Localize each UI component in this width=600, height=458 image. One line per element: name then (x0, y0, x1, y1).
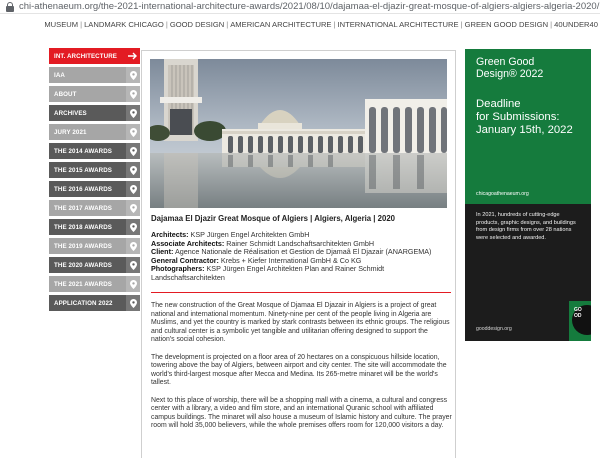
sidebar-item-about[interactable] (49, 86, 140, 102)
map-pin-icon (126, 143, 140, 159)
credit-architects: Architects: KSP Jürgen Engel Architekten GmbH (151, 230, 310, 239)
map-pin-icon (126, 105, 140, 121)
sidebar-item-2019-awards[interactable] (49, 238, 140, 254)
map-pin-icon (126, 162, 140, 178)
paragraph: The development is projected on a floor area of 20 hectares on a conspicuous hillside location, towering above the bay of Algiers, between airport and city center. The site will accommodate the world's third-largest mosque after Mecca and Medina. Its 265-metre minaret will be the world's tallest. (151, 353, 447, 387)
sidebar-item-2020-awards[interactable] (49, 257, 140, 273)
sidebar-item-2016-awards[interactable] (49, 181, 140, 197)
sidebar-item-label: THE 2016 AWARDS (54, 185, 113, 193)
logo-text: GO OD (574, 307, 582, 319)
article-body (151, 302, 453, 440)
sidebar-item-iaa[interactable] (49, 67, 140, 83)
sidebar-item-application-2022[interactable] (49, 295, 140, 311)
map-pin-icon (126, 295, 140, 311)
nav-40under40[interactable]: 40UNDER40 (554, 20, 598, 29)
sidebar-item-label: THE 2019 AWARDS (54, 242, 113, 250)
nav-museum[interactable]: MUSEUM (44, 20, 79, 29)
sidebar-item-2017-awards[interactable] (49, 200, 140, 216)
paragraph: The new construction of the Great Mosque of Djamaa El Djazair in Algiers is a project of great national and international momentum. Ninety-nine per cent of the people living in Algeria are Muslims, and yet the country is marked by stark contrasts between its ethnic groups. The religious and cultural center is a symbolic yet tangible and utilitarian offering designed to support the nation's social cohesion. (151, 302, 450, 344)
sidebar-item-2018-awards[interactable] (49, 219, 140, 235)
sidebar-item-label: IAA (54, 71, 65, 79)
map-pin-icon (126, 238, 140, 254)
nav-landmark-chicago[interactable]: LANDMARK CHICAGO (84, 20, 164, 29)
sidebar-item-label: THE 2017 AWARDS (54, 204, 113, 212)
sidebar-item-jury-2021[interactable] (49, 124, 140, 140)
map-pin-icon (126, 257, 140, 273)
address-bar[interactable] (0, 0, 600, 14)
good-design-logo (569, 301, 591, 341)
sidebar-item-label: THE 2015 AWARDS (54, 166, 113, 174)
lock-icon[interactable] (4, 1, 16, 13)
divider (151, 292, 451, 293)
nav-american-architecture[interactable]: AMERICAN ARCHITECTURE (230, 20, 332, 29)
map-pin-icon (126, 200, 140, 216)
sidebar-item-label: INT. ARCHITECTURE (54, 52, 117, 60)
credit-general-contractor: General Contractor: Krebs + Kiefer International GmbH & Co KG (151, 255, 362, 265)
green-good-design-ad[interactable] (465, 49, 591, 341)
sidebar-item-2015-awards[interactable] (49, 162, 140, 178)
sidebar-item-label: ARCHIVES (54, 109, 87, 117)
top-nav: MUSEUM | LANDMARK CHICAGO | GOOD DESIGN | AMERICAN ARCHITECTURE | INTERNATIONAL ARCHITECTURE | GREEN GOOD DESIGN | 40UNDER40 (44, 20, 598, 29)
credit-client: Client: Agence Nationale de Réalisation et Gestion de Djamaâ El Djazair (ANARGEMA) (151, 247, 432, 257)
sidebar-item-label: THE 2021 AWARDS (54, 280, 113, 288)
sidebar-item-label: THE 2018 AWARDS (54, 223, 113, 231)
map-pin-icon (126, 181, 140, 197)
sidebar-item-label: ABOUT (54, 90, 77, 98)
nav-green-good-design[interactable]: GREEN GOOD DESIGN (464, 20, 549, 29)
nav-good-design[interactable]: GOOD DESIGN (169, 20, 225, 29)
ad-body-text: In 2021, hundreds of cutting-edge products, graphic designs, and buildings from design firms from over 28 nations were selected and awarded. (476, 212, 576, 241)
sidebar-item-label: THE 2020 AWARDS (54, 261, 113, 269)
map-pin-icon (126, 67, 140, 83)
credits (151, 231, 451, 283)
sidebar-item-int-architecture[interactable] (49, 48, 140, 64)
paragraph: Next to this place of worship, there will be a shopping mall with a cinema, a cultural and congress center with a library, a video and film store, and an international Quranic school with affiliated campus buildings. The minaret will also house a museum of Islamic history and culture. The prayer room will hold 35,000 believers, while the whole premises offers room for 120,000 visitors a day. (151, 396, 452, 430)
map-pin-icon (126, 86, 140, 102)
url-text[interactable]: chi-athenaeum.org/the-2021-international-architecture-awards/2021/08/10/dajamaa-el-djazir-great-mosque-of-algiers-algiers-algeria-2020/ (19, 1, 600, 12)
article-title: Dajamaa El Djazir Great Mosque of Algiers | Algiers, Algeria | 2020 (151, 214, 395, 223)
article (141, 50, 456, 458)
ad-deadline: Deadline for Submissions: January 15th, 2022 (476, 98, 573, 136)
sidebar-item-archives[interactable] (49, 105, 140, 121)
nav-international-architecture[interactable]: INTERNATIONAL ARCHITECTURE (337, 20, 459, 29)
sidebar-item-label: APPLICATION 2022 (54, 299, 113, 307)
map-pin-icon (126, 124, 140, 140)
ad-url-chicagoathenaeum[interactable]: chicagoathenaeum.org (476, 191, 529, 197)
map-pin-icon (126, 276, 140, 292)
arrow-right-icon (126, 48, 140, 64)
mosque-photo (150, 59, 447, 208)
ad-heading: Green Good Design® 2022 (476, 56, 544, 80)
sidebar-item-2021-awards[interactable] (49, 276, 140, 292)
sidebar (49, 48, 140, 314)
ad-url-gooddesign[interactable]: gooddesign.org (476, 326, 512, 332)
sidebar-item-2014-awards[interactable] (49, 143, 140, 159)
sidebar-item-label: THE 2014 AWARDS (54, 147, 113, 155)
credit-photographers: Photographers: KSP Jürgen Engel Architekten Plan and Rainer Schmidt Landschaftsarchitekten (151, 264, 385, 282)
sidebar-item-label: JURY 2021 (54, 128, 87, 136)
credit-associate-architects: Associate Architects: Rainer Schmidt Landschaftsarchitekten GmbH (151, 238, 375, 248)
map-pin-icon (126, 219, 140, 235)
